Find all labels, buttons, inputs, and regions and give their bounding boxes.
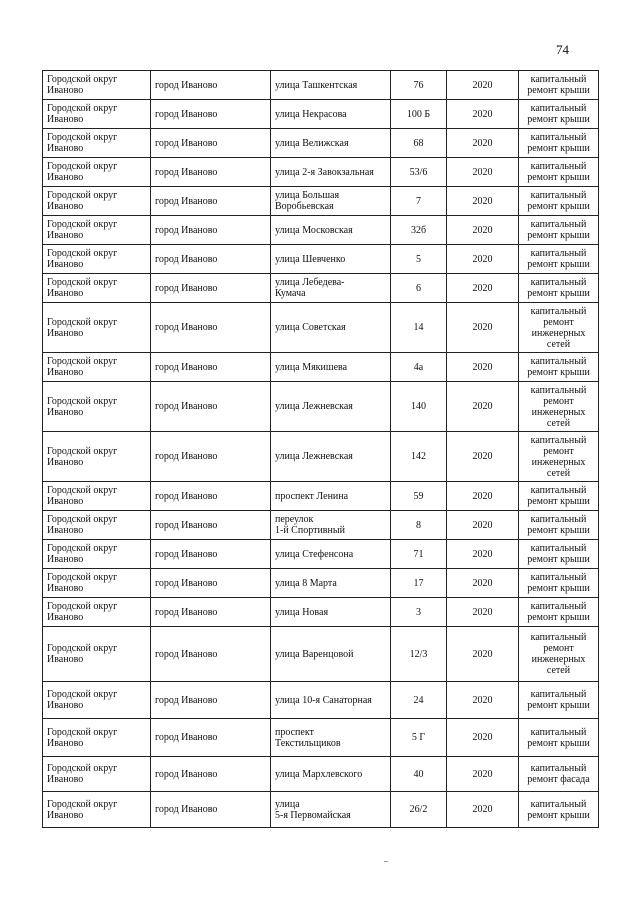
work-type-line: ремонт крыши <box>527 201 590 212</box>
street-cell <box>271 540 391 569</box>
municipality-cell <box>43 100 151 129</box>
table-row <box>43 187 599 216</box>
house-number-cell: 140 <box>391 382 447 432</box>
work-type-cell <box>519 187 599 216</box>
municipality-cell <box>43 719 151 757</box>
table-row <box>43 432 599 482</box>
work-type-line: инженерных <box>531 327 586 339</box>
street-line: 1-й Спортивный <box>275 525 345 536</box>
municipality-cell <box>43 303 151 353</box>
work-type-line: сетей <box>546 665 571 676</box>
work-type-line: инженерных <box>531 456 586 468</box>
work-type-line: капитальный <box>530 277 587 288</box>
settlement-cell: город Иваново <box>151 353 271 382</box>
street-cell <box>271 757 391 792</box>
municipality-line: Иваново <box>47 172 84 183</box>
work-type-cell <box>519 158 599 187</box>
work-type-line: ремонт крыши <box>527 525 590 536</box>
house-number-cell: 76 <box>391 71 447 100</box>
work-type-cell <box>519 100 599 129</box>
house-number-cell: 5 Г <box>391 719 447 757</box>
work-type-cell <box>519 71 599 100</box>
work-type-line: сетей <box>546 467 571 479</box>
settlement-cell: город Иваново <box>151 792 271 828</box>
street-line: 5-я Первомайская <box>275 809 351 821</box>
municipality-line: Иваново <box>47 143 84 154</box>
municipality-line: Иваново <box>47 525 84 536</box>
work-type-line: капитальный <box>530 384 587 396</box>
settlement-cell: город Иваново <box>151 303 271 353</box>
year-cell: 2020 <box>447 303 519 353</box>
municipality-line: Городской округ <box>47 445 118 457</box>
street-line: улица Ташкентская <box>275 79 358 91</box>
municipality-line: Иваново <box>47 114 84 125</box>
street-line: проспект <box>275 726 314 738</box>
work-type-cell <box>519 245 599 274</box>
settlement-cell: город Иваново <box>151 569 271 598</box>
municipality-cell <box>43 627 151 682</box>
work-type-line: ремонт крыши <box>527 172 590 183</box>
page-number: 74 <box>556 42 569 57</box>
municipality-line: Городской округ <box>47 601 118 612</box>
street-line: улица Новая <box>275 606 329 618</box>
street-cell <box>271 353 391 382</box>
work-type-cell <box>519 682 599 719</box>
year-cell: 2020 <box>447 511 519 540</box>
work-type-line: сетей <box>546 417 571 429</box>
municipality-line: Городской округ <box>47 543 118 554</box>
municipality-cell <box>43 382 151 432</box>
house-number-cell: 71 <box>391 540 447 569</box>
street-cell <box>271 432 391 482</box>
municipality-cell <box>43 757 151 792</box>
work-type-line: капитальный <box>530 572 587 583</box>
street-cell <box>271 245 391 274</box>
municipality-line: Иваново <box>47 259 84 270</box>
table-row <box>43 627 599 682</box>
house-number-cell: 24 <box>391 682 447 719</box>
street-cell <box>271 100 391 129</box>
municipality-line: Городской округ <box>47 316 118 328</box>
settlement-cell: город Иваново <box>151 627 271 682</box>
year-cell: 2020 <box>447 482 519 511</box>
table-row <box>43 719 599 757</box>
street-cell <box>271 511 391 540</box>
street-line: улица Мархлевского <box>275 768 363 780</box>
street-line: улица Шевченко <box>275 253 346 265</box>
municipality-cell <box>43 598 151 627</box>
year-cell: 2020 <box>447 71 519 100</box>
municipality-line: Городской округ <box>47 219 118 230</box>
table-row <box>43 540 599 569</box>
work-type-line: капитальный <box>530 305 587 317</box>
street-cell <box>271 569 391 598</box>
street-cell <box>271 216 391 245</box>
work-type-line: ремонт крыши <box>527 809 590 821</box>
table-row <box>43 682 599 719</box>
street-line: Воробьевская <box>275 201 334 212</box>
settlement-cell: город Иваново <box>151 216 271 245</box>
work-type-line: ремонт <box>543 395 574 407</box>
work-type-cell <box>519 129 599 158</box>
municipality-line: Иваново <box>47 774 84 785</box>
settlement-cell: город Иваново <box>151 71 271 100</box>
municipality-cell <box>43 274 151 303</box>
municipality-line: Городской округ <box>47 190 118 201</box>
work-type-line: капитальный <box>530 601 587 612</box>
work-type-line: инженерных <box>531 406 586 418</box>
year-cell: 2020 <box>447 274 519 303</box>
municipality-cell <box>43 216 151 245</box>
municipality-line: Иваново <box>47 700 84 711</box>
work-type-line: ремонт крыши <box>527 114 590 125</box>
work-type-cell <box>519 432 599 482</box>
work-type-line: капитальный <box>530 543 587 554</box>
work-type-cell <box>519 540 599 569</box>
table-row <box>43 274 599 303</box>
work-type-cell <box>519 757 599 792</box>
work-type-line: ремонт крыши <box>527 143 590 154</box>
street-line: улица Стефенсона <box>275 548 354 560</box>
work-type-line: ремонт <box>543 445 574 457</box>
municipality-cell <box>43 187 151 216</box>
municipality-line: Иваново <box>47 201 84 212</box>
table-row <box>43 158 599 187</box>
street-line: Текстильщиков <box>275 737 341 749</box>
municipality-cell <box>43 71 151 100</box>
municipality-line: Городской округ <box>47 356 118 367</box>
year-cell: 2020 <box>447 245 519 274</box>
work-type-cell <box>519 216 599 245</box>
table-row <box>43 353 599 382</box>
municipality-line: Городской округ <box>47 103 118 114</box>
settlement-cell: город Иваново <box>151 245 271 274</box>
municipality-line: Иваново <box>47 809 84 821</box>
settlement-cell: город Иваново <box>151 129 271 158</box>
municipality-line: Городской округ <box>47 248 118 259</box>
work-type-cell <box>519 719 599 757</box>
table-row <box>43 598 599 627</box>
work-type-cell <box>519 274 599 303</box>
municipality-line: Иваново <box>47 654 84 665</box>
table-row <box>43 757 599 792</box>
work-type-line: ремонт крыши <box>527 230 590 241</box>
settlement-cell: город Иваново <box>151 540 271 569</box>
street-line: улица Лежневская <box>275 401 353 412</box>
municipality-cell <box>43 569 151 598</box>
street-cell <box>271 71 391 100</box>
work-type-line: капитальный <box>530 689 587 700</box>
municipality-line: Иваново <box>47 737 84 749</box>
house-number-cell: 32б <box>391 216 447 245</box>
table-row <box>43 245 599 274</box>
table-row <box>43 216 599 245</box>
work-type-cell <box>519 598 599 627</box>
year-cell: 2020 <box>447 158 519 187</box>
year-cell: 2020 <box>447 569 519 598</box>
settlement-cell: город Иваново <box>151 100 271 129</box>
settlement-cell: город Иваново <box>151 158 271 187</box>
municipality-line: Иваново <box>47 406 84 418</box>
municipality-line: Иваново <box>47 612 84 623</box>
house-number-cell: 53/6 <box>391 158 447 187</box>
settlement-cell: город Иваново <box>151 187 271 216</box>
municipality-line: Городской округ <box>47 277 118 288</box>
year-cell: 2020 <box>447 792 519 828</box>
house-number-cell: 7 <box>391 187 447 216</box>
work-type-line: капитальный <box>530 356 587 367</box>
work-type-line: капитальный <box>530 190 587 201</box>
street-cell <box>271 719 391 757</box>
municipality-cell <box>43 353 151 382</box>
work-type-line: ремонт крыши <box>527 554 590 565</box>
municipality-line: Иваново <box>47 583 84 594</box>
municipality-cell <box>43 129 151 158</box>
year-cell: 2020 <box>447 598 519 627</box>
year-cell: 2020 <box>447 100 519 129</box>
work-type-cell <box>519 627 599 682</box>
house-number-cell: 68 <box>391 129 447 158</box>
settlement-cell: город Иваново <box>151 598 271 627</box>
work-type-line: ремонт фасада <box>527 774 590 785</box>
street-line: Кумача <box>275 288 306 299</box>
municipality-line: Городской округ <box>47 643 118 654</box>
settlement-cell: город Иваново <box>151 274 271 303</box>
street-line: улица 10-я Санаторная <box>275 694 372 706</box>
work-type-line: капитальный <box>530 74 587 85</box>
work-type-cell <box>519 353 599 382</box>
municipality-line: Иваново <box>47 496 84 507</box>
work-type-cell <box>519 482 599 511</box>
house-number-cell: 40 <box>391 757 447 792</box>
house-number-cell: 17 <box>391 569 447 598</box>
street-cell <box>271 187 391 216</box>
work-type-line: ремонт крыши <box>527 259 590 270</box>
table-row <box>43 303 599 353</box>
work-type-line: капитальный <box>530 485 587 496</box>
street-cell <box>271 303 391 353</box>
work-type-line: ремонт крыши <box>527 85 590 96</box>
street-line: улица Большая <box>275 190 340 201</box>
work-type-line: сетей <box>546 338 571 350</box>
year-cell: 2020 <box>447 432 519 482</box>
municipality-line: Городской округ <box>47 161 118 172</box>
house-number-cell: 26/2 <box>391 792 447 828</box>
work-type-line: капитальный <box>530 103 587 114</box>
work-type-line: ремонт крыши <box>527 737 590 749</box>
table-body <box>43 71 599 828</box>
street-cell <box>271 627 391 682</box>
house-number-cell: 3 <box>391 598 447 627</box>
year-cell: 2020 <box>447 719 519 757</box>
municipality-cell <box>43 682 151 719</box>
work-type-line: капитальный <box>530 798 587 810</box>
municipality-line: Городской округ <box>47 514 118 525</box>
municipality-line: Иваново <box>47 327 84 339</box>
work-type-line: ремонт крыши <box>527 288 590 299</box>
work-type-line: инженерных <box>531 654 586 665</box>
municipality-cell <box>43 432 151 482</box>
work-type-line: ремонт <box>543 643 574 654</box>
street-line: улица Лежневская <box>275 451 353 462</box>
year-cell: 2020 <box>447 216 519 245</box>
municipality-line: Городской округ <box>47 689 118 700</box>
house-number-cell: 8 <box>391 511 447 540</box>
settlement-cell: город Иваново <box>151 432 271 482</box>
municipality-line: Иваново <box>47 230 84 241</box>
street-line: улица <box>275 798 300 810</box>
house-number-cell: 5 <box>391 245 447 274</box>
house-number-cell: 59 <box>391 482 447 511</box>
street-cell <box>271 598 391 627</box>
year-cell: 2020 <box>447 540 519 569</box>
municipality-cell <box>43 792 151 828</box>
work-type-cell <box>519 792 599 828</box>
house-number-cell: 100 Б <box>391 100 447 129</box>
year-cell: 2020 <box>447 757 519 792</box>
municipality-cell <box>43 245 151 274</box>
year-cell: 2020 <box>447 129 519 158</box>
scan-dot <box>384 861 388 862</box>
work-type-line: капитальный <box>530 632 587 643</box>
street-line: улица Некрасова <box>275 108 347 120</box>
street-cell <box>271 274 391 303</box>
year-cell: 2020 <box>447 627 519 682</box>
table-row <box>43 511 599 540</box>
street-line: улица Варенцовой <box>275 648 354 660</box>
work-type-line: ремонт крыши <box>527 583 590 594</box>
work-type-line: ремонт крыши <box>527 612 590 623</box>
street-line: улица Московская <box>275 224 353 236</box>
street-line: улица Мякишева <box>275 361 348 373</box>
municipality-line: Иваново <box>47 367 84 378</box>
municipality-line: Городской округ <box>47 572 118 583</box>
house-number-cell: 14 <box>391 303 447 353</box>
street-line: переулок <box>275 514 314 525</box>
house-number-cell: 142 <box>391 432 447 482</box>
work-type-line: капитальный <box>530 514 587 525</box>
work-type-line: ремонт крыши <box>527 700 590 711</box>
work-type-line: капитальный <box>530 763 587 774</box>
work-type-cell <box>519 511 599 540</box>
year-cell: 2020 <box>447 353 519 382</box>
work-type-line: капитальный <box>530 219 587 230</box>
settlement-cell: город Иваново <box>151 757 271 792</box>
house-number-cell: 4а <box>391 353 447 382</box>
settlement-cell: город Иваново <box>151 511 271 540</box>
municipality-cell <box>43 482 151 511</box>
street-cell <box>271 682 391 719</box>
municipality-line: Иваново <box>47 85 84 96</box>
work-type-cell <box>519 303 599 353</box>
year-cell: 2020 <box>447 382 519 432</box>
work-type-line: капитальный <box>530 248 587 259</box>
municipality-line: Иваново <box>47 554 84 565</box>
work-type-line: капитальный <box>530 132 587 143</box>
municipality-line: Иваново <box>47 288 84 299</box>
municipality-line: Городской округ <box>47 485 118 496</box>
table-row <box>43 382 599 432</box>
municipality-line: Иваново <box>47 456 84 468</box>
table-row <box>43 71 599 100</box>
street-line: улица Велижская <box>275 137 349 149</box>
municipality-line: Городской округ <box>47 395 118 407</box>
street-line: улица Лебедева- <box>275 277 345 288</box>
municipality-line: Городской округ <box>47 132 118 143</box>
municipality-line: Городской округ <box>47 763 118 774</box>
street-line: проспект Ленина <box>275 490 349 502</box>
table-row <box>43 569 599 598</box>
table-row <box>43 482 599 511</box>
settlement-cell: город Иваново <box>151 482 271 511</box>
settlement-cell: город Иваново <box>151 382 271 432</box>
municipality-cell <box>43 540 151 569</box>
year-cell: 2020 <box>447 187 519 216</box>
work-type-line: ремонт крыши <box>527 367 590 378</box>
municipality-line: Городской округ <box>47 798 118 810</box>
street-line: улица 2-я Завокзальная <box>275 166 374 178</box>
house-number-cell: 6 <box>391 274 447 303</box>
municipality-line: Городской округ <box>47 726 118 738</box>
municipality-line: Городской округ <box>47 74 118 85</box>
repair-schedule-table <box>42 70 599 828</box>
table-row <box>43 792 599 828</box>
table-row <box>43 100 599 129</box>
year-cell: 2020 <box>447 682 519 719</box>
street-cell <box>271 792 391 828</box>
work-type-line: капитальный <box>530 161 587 172</box>
work-type-cell <box>519 382 599 432</box>
street-cell <box>271 482 391 511</box>
house-number-cell: 12/3 <box>391 627 447 682</box>
municipality-cell <box>43 158 151 187</box>
table-row <box>43 129 599 158</box>
work-type-line: капитальный <box>530 726 587 738</box>
work-type-line: ремонт крыши <box>527 496 590 507</box>
street-cell <box>271 382 391 432</box>
street-line: улица 8 Марта <box>275 577 337 589</box>
street-line: улица Советская <box>275 322 346 333</box>
work-type-cell <box>519 569 599 598</box>
settlement-cell: город Иваново <box>151 682 271 719</box>
municipality-cell <box>43 511 151 540</box>
work-type-line: ремонт <box>543 316 574 328</box>
work-type-line: капитальный <box>530 434 587 446</box>
street-cell <box>271 129 391 158</box>
street-cell <box>271 158 391 187</box>
settlement-cell: город Иваново <box>151 719 271 757</box>
